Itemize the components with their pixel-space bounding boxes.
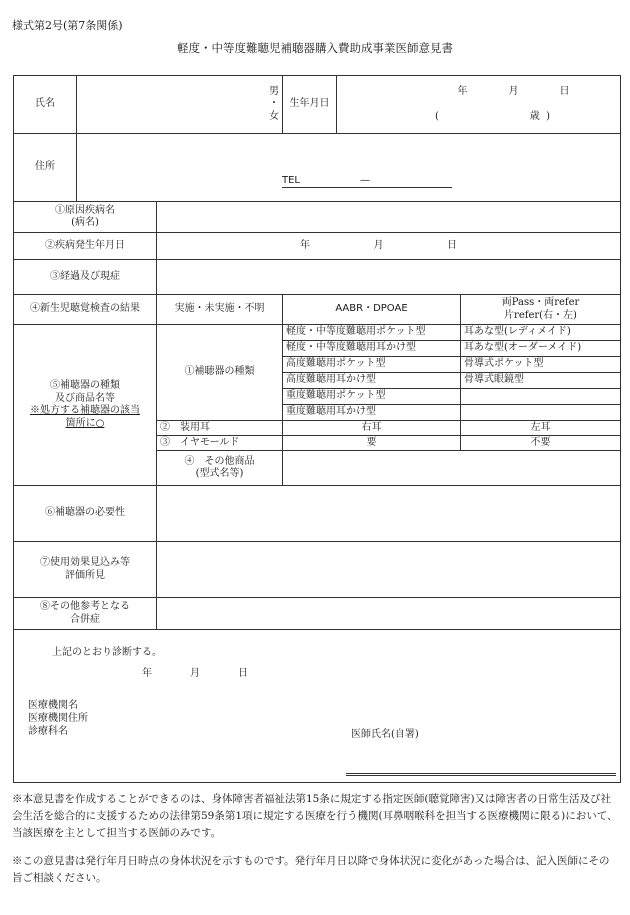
- other-product-label-line1: ④ その他商品: [184, 455, 255, 467]
- birth-year-label: 年: [457, 86, 468, 97]
- onset-label: ②疾病発生年月日: [14, 233, 157, 260]
- row-necessity: [14, 486, 621, 542]
- page-title: 軽度・中等度難聴児補聴器購入費助成事業医師意見書: [177, 41, 453, 55]
- type-label: ①補聴器の種類: [157, 325, 283, 421]
- screening-options[interactable]: 実施・未実施・不明: [157, 295, 283, 325]
- onset-month-label: 月: [373, 239, 384, 251]
- birth-month-label: 月: [508, 86, 519, 97]
- type-left-item[interactable]: 重度難聴用ポケット型: [283, 389, 461, 405]
- birthdate-field[interactable]: [337, 76, 621, 134]
- effect-label: [14, 542, 157, 598]
- sex-female[interactable]: 女: [269, 110, 279, 122]
- row-cause: [14, 202, 621, 233]
- hearing-aid-label: [14, 325, 157, 486]
- hearing-aid-label-line2: 及び商品名等: [55, 392, 115, 404]
- opinion-form-table: [13, 75, 621, 783]
- effect-label-line1: ⑦使用効果見込み等: [40, 557, 130, 568]
- screening-result-line2: 片refer(右・左): [504, 309, 577, 321]
- onset-year-label: 年: [300, 239, 310, 251]
- row-other-reference: [14, 598, 621, 630]
- ear-right-option[interactable]: 右耳: [283, 421, 461, 436]
- effect-label-line2: 評価所見: [65, 569, 105, 581]
- ear-left-option[interactable]: 左耳: [461, 421, 621, 436]
- tel-label: TEL: [282, 174, 300, 186]
- other-product-label-line2: (型式名等): [195, 468, 244, 479]
- age-close-paren: ): [546, 110, 551, 122]
- diagnosis-year-label: 年: [142, 668, 152, 679]
- row-screening: [14, 295, 621, 325]
- diagnosis-date[interactable]: [142, 668, 248, 681]
- screening-result-line1: 両Pass・両refer: [501, 297, 580, 308]
- other-product-field[interactable]: [283, 451, 621, 486]
- screening-label: ④新生児聴覚検査の結果: [14, 295, 157, 325]
- age-open-paren: (: [435, 110, 439, 122]
- necessity-label: ⑥補聴器の必要性: [14, 486, 157, 542]
- cause-label: [14, 202, 157, 233]
- screening-method[interactable]: AABR・DPOAE: [283, 295, 461, 325]
- tel-dash: —: [360, 174, 370, 186]
- onset-day-label: 日: [447, 239, 457, 251]
- address-label: 住所: [14, 134, 77, 202]
- birth-day-label: 日: [559, 86, 570, 97]
- sex-male[interactable]: 男: [269, 85, 279, 97]
- institution-name-label: 医療機関名: [28, 700, 78, 711]
- type-right-item[interactable]: 耳あな型(レディメイド): [461, 325, 621, 341]
- diagnosis-statement: 上記のとおり診断する。: [52, 647, 162, 658]
- type-left-item[interactable]: 重度難聴用耳かけ型: [283, 405, 461, 421]
- ear-label: ② 装用耳: [157, 421, 283, 436]
- screening-result[interactable]: [461, 295, 621, 325]
- form-number: 様式第2号(第7条関係): [12, 19, 123, 32]
- type-left-item[interactable]: 高度難聴用耳かけ型: [283, 373, 461, 389]
- cause-label-line1: ①原因疾病名: [55, 204, 115, 216]
- other-reference-field[interactable]: [157, 598, 621, 630]
- tel-field[interactable]: [282, 175, 452, 189]
- department-label: 診療科名: [28, 725, 68, 737]
- type-left-item[interactable]: 軽度・中等度難聴用ポケット型: [283, 325, 461, 341]
- type-left-item[interactable]: 軽度・中等度難聴用耳かけ型: [283, 341, 461, 357]
- hearing-aid-label-line1: ⑤補聴器の種類: [50, 380, 120, 391]
- row-effect: [14, 542, 621, 598]
- diagnosis-month-label: 月: [190, 668, 200, 679]
- earmold-label: ③ イヤモールド: [157, 436, 283, 451]
- earmold-need-option[interactable]: 要: [283, 436, 461, 451]
- doctor-name-label: 医師氏名(自署): [351, 729, 419, 740]
- hearing-aid-label-line4: 箇所に○: [65, 417, 105, 429]
- necessity-field[interactable]: [157, 486, 621, 542]
- cause-label-line2: (病名): [71, 217, 99, 228]
- diagnosis-section: [14, 630, 621, 783]
- onset-date-field[interactable]: [157, 233, 621, 260]
- type-right-item[interactable]: 骨導式ポケット型: [461, 357, 621, 373]
- birthdate-label: 生年月日: [283, 76, 337, 134]
- institution-address-label: 医療機関住所: [28, 712, 88, 724]
- other-product-label: [157, 451, 283, 486]
- effect-field[interactable]: [157, 542, 621, 598]
- row-onset: [14, 233, 621, 260]
- row-type-1: [14, 325, 621, 341]
- type-right-empty: [461, 405, 621, 421]
- other-reference-label: [14, 598, 157, 630]
- note-physical-condition: ※この意見書は発行年月日時点の身体状況を示すものです。発行年月日以降で身体状況に変化があった場合は、記入医師にその旨ご相談ください。: [12, 855, 610, 884]
- type-right-empty: [461, 389, 621, 405]
- cause-field[interactable]: [157, 202, 621, 233]
- row-address: [14, 134, 621, 202]
- age-unit-label: 歳: [529, 110, 540, 122]
- other-reference-label-line1: ⑧その他参考となる: [40, 601, 130, 612]
- type-right-item[interactable]: 耳あな型(オーダーメイド): [461, 341, 621, 357]
- type-right-item[interactable]: 骨導式眼鏡型: [461, 373, 621, 389]
- name-label: 氏名: [14, 76, 77, 134]
- history-field[interactable]: [157, 260, 621, 295]
- sex-field[interactable]: [77, 76, 283, 134]
- other-reference-label-line2: 合併症: [70, 613, 100, 625]
- history-label: ③経過及び現症: [14, 260, 157, 295]
- row-name: [14, 76, 621, 134]
- row-diagnosis: [14, 630, 621, 783]
- row-history: [14, 260, 621, 295]
- earmold-noneed-option[interactable]: 不要: [461, 436, 621, 451]
- signature-line[interactable]: [346, 773, 616, 776]
- hearing-aid-label-line3: ※処方する補聴器の該当: [30, 405, 140, 416]
- type-left-item[interactable]: 高度難聴用ポケット型: [283, 357, 461, 373]
- address-field[interactable]: [77, 134, 621, 202]
- sex-dot: ・: [269, 98, 279, 110]
- diagnosis-day-label: 日: [238, 668, 248, 679]
- note-authorized-doctor: ※本意見書を作成することができるのは、身体障害者福祉法第15条に規定する指定医師(聴覚障害)又は障害者の日常生活及び社会生活を総合的に支援するための法律第59条第1項に規定する医療を行う機関(耳鼻咽喉科を担当する医療機関に限る)において、当該医療を主として担当する医師のみです。: [12, 793, 618, 839]
